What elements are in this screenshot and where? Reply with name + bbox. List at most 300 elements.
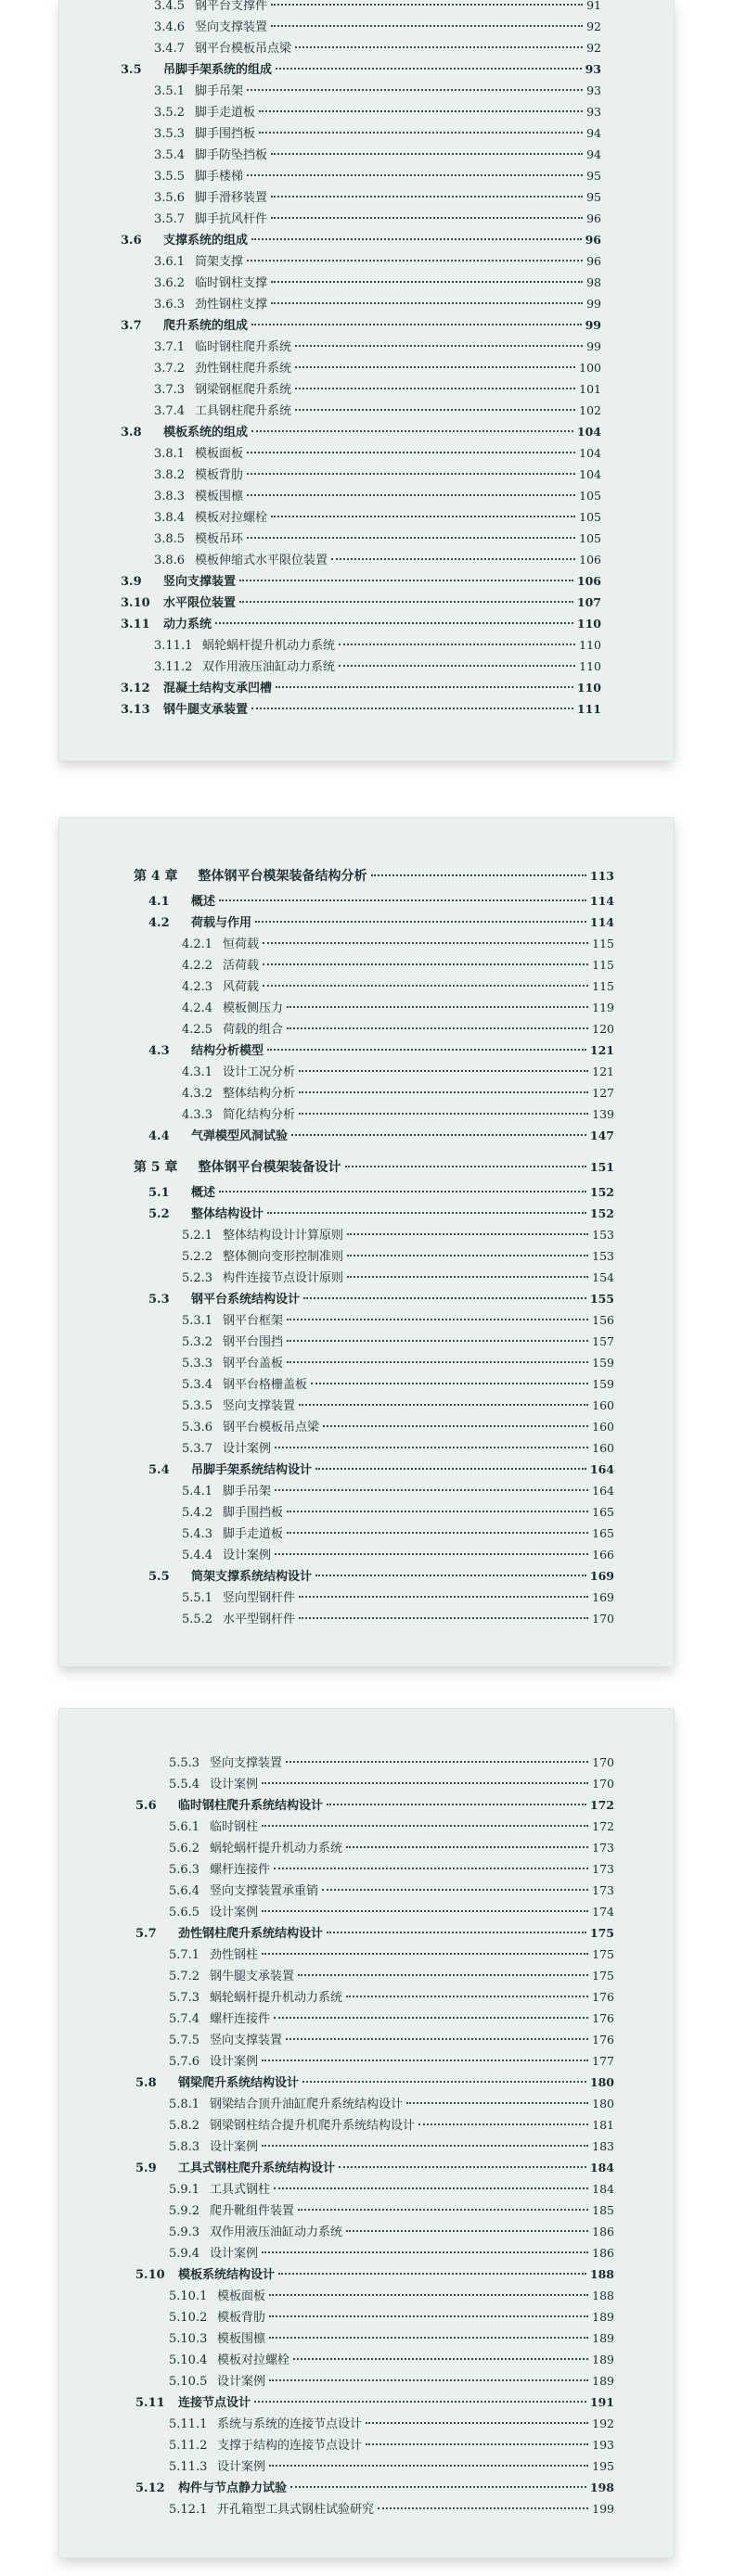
toc-page-3	[59, 1709, 674, 2557]
entry-title: 脚手吊架	[195, 84, 244, 98]
entry-page-number: 170	[592, 1777, 614, 1791]
entry-number: 3.5.5	[154, 170, 186, 184]
entry-number: 3.8.5	[154, 532, 186, 546]
entry-number: 3.8.2	[154, 468, 186, 482]
entry-number: 3.8.3	[154, 490, 186, 504]
entry-number: 4.2	[148, 916, 170, 930]
dot-leader	[271, 516, 575, 517]
entry-title: 钢平台支撑件	[195, 0, 268, 13]
toc-section-entry	[59, 2477, 674, 2498]
entry-page-number: 111	[576, 702, 601, 716]
toc-subsection-entry	[59, 2327, 674, 2349]
entry-number: 5.6.5	[169, 1906, 200, 1919]
toc-section-entry	[59, 2264, 674, 2285]
toc-section-entry	[59, 58, 674, 80]
entry-title: 钢平台模板吊点梁	[223, 1421, 320, 1435]
entry-page-number: 186	[592, 2225, 614, 2238]
entry-page-number: 98	[586, 275, 601, 289]
toc-subsection-entry	[59, 1018, 674, 1039]
entry-number: 5.7.1	[169, 1948, 200, 1962]
dot-leader	[263, 985, 588, 987]
dot-leader	[262, 1782, 588, 1784]
dot-leader	[239, 580, 573, 581]
toc-subsection-entry	[59, 2200, 674, 2221]
entry-number: 3.11.2	[154, 660, 193, 674]
entry-page-number: 114	[589, 915, 614, 929]
toc-section-entry	[59, 592, 674, 613]
entry-number: 5.10	[135, 2268, 165, 2282]
toc-subsection-entry	[59, 528, 674, 549]
dot-leader	[345, 1166, 586, 1167]
entry-title: 工具式钢柱爬升系统结构设计	[178, 2162, 336, 2175]
toc-subsection-entry	[59, 1773, 674, 1794]
entry-number: 3.5.4	[154, 148, 186, 162]
toc-section-entry	[59, 1181, 674, 1203]
entry-number: 3.7.2	[154, 362, 186, 376]
dot-leader	[371, 874, 586, 876]
entry-number: 5.6.4	[169, 1884, 200, 1898]
dot-leader	[278, 2273, 586, 2275]
entry-title: 钢牛腿支承装置	[210, 1970, 295, 1983]
entry-title: 系统与系统的连接节点设计	[217, 2417, 363, 2431]
entry-number: 3.7.1	[154, 340, 186, 354]
entry-number: 5.4.2	[182, 1506, 213, 1520]
entry-number: 3.5.6	[154, 191, 186, 205]
dot-leader	[299, 1617, 588, 1619]
entry-number: 5.3.6	[182, 1421, 213, 1435]
entry-number: 3.7.3	[154, 383, 186, 397]
entry-page-number: 121	[592, 1065, 614, 1078]
toc-section-entry	[59, 912, 674, 933]
entry-page-number: 184	[589, 2161, 614, 2174]
entry-title: 脚手围挡板	[223, 1506, 284, 1520]
entry-number: 5.6	[135, 1799, 157, 1813]
entry-title: 整体结构分析	[223, 1087, 296, 1101]
entry-title: 钢平台盖板	[223, 1357, 284, 1371]
entry-number: 5.7.3	[169, 1991, 200, 2005]
entry-page-number: 92	[586, 41, 601, 55]
dot-leader	[287, 1511, 588, 1512]
entry-number: 5.11.1	[169, 2417, 208, 2431]
toc-subsection-entry	[59, 954, 674, 976]
toc-subsection-entry	[59, 101, 674, 122]
entry-title: 爬升系统的组成	[163, 319, 249, 333]
entry-title: 风荷载	[223, 980, 260, 994]
dot-leader	[276, 68, 582, 70]
entry-title: 脚手楼梯	[195, 170, 244, 184]
entry-title: 钢平台围挡	[223, 1335, 284, 1349]
entry-page-number: 175	[592, 1969, 614, 1983]
dot-leader	[219, 1191, 586, 1192]
entry-number: 5.2.1	[182, 1229, 213, 1243]
entry-title: 劲性钢柱	[210, 1948, 259, 1962]
entry-title: 模板吊环	[195, 532, 244, 546]
entry-title: 钢梁结合顶升油缸爬升系统结构设计	[210, 2098, 404, 2111]
toc-subsection-entry	[59, 0, 674, 16]
entry-page-number: 107	[576, 595, 601, 609]
entry-number: 5.12.1	[169, 2503, 208, 2517]
dot-leader	[339, 2166, 586, 2168]
entry-number: 5.11.3	[169, 2460, 208, 2474]
entry-number: 3.9	[121, 575, 142, 589]
entry-page-number: 176	[592, 2033, 614, 2047]
entry-number: 5.5.1	[182, 1591, 213, 1605]
entry-title: 蜗轮蜗杆提升机动力系统	[210, 1842, 343, 1855]
entry-number: 4.2.5	[182, 1023, 213, 1037]
entry-number: 5.10.4	[169, 2353, 208, 2367]
dot-leader	[262, 1910, 588, 1912]
entry-title: 整体侧向变形控制准则	[223, 1250, 344, 1264]
dot-leader	[406, 2102, 588, 2104]
entry-page-number: 110	[579, 659, 601, 673]
entry-number: 3.6.3	[154, 298, 186, 312]
toc-section-entry	[59, 1922, 674, 1944]
dot-leader	[298, 2209, 588, 2211]
toc-subsection-entry	[59, 1309, 674, 1331]
entry-title: 设计案例	[223, 1549, 272, 1562]
entry-title: 爬升靴组件装置	[210, 2204, 295, 2218]
entry-page-number: 176	[592, 1990, 614, 2004]
toc-subsection-entry	[59, 1523, 674, 1544]
entry-page-number: 173	[592, 1862, 614, 1876]
entry-title: 构件连接节点设计原则	[223, 1271, 344, 1285]
entry-number: 第 4 章	[134, 869, 178, 884]
toc-section-entry	[59, 421, 674, 442]
entry-title: 概述	[191, 1186, 216, 1200]
entry-number: 5.3.1	[182, 1314, 213, 1328]
entry-page-number: 172	[592, 1819, 614, 1833]
toc-subsection-entry	[59, 442, 674, 464]
entry-page-number: 184	[592, 2182, 614, 2196]
toc-subsection-entry	[59, 1082, 674, 1103]
entry-number: 4.1	[148, 895, 170, 909]
toc-section-entry	[59, 677, 674, 698]
toc-subsection-entry	[59, 976, 674, 997]
dot-leader	[271, 281, 583, 283]
toc-subsection-entry	[59, 165, 674, 186]
dot-leader	[255, 921, 586, 923]
entry-page-number: 92	[586, 19, 601, 33]
entry-title: 临时钢柱	[210, 1820, 259, 1834]
entry-page-number: 99	[586, 297, 601, 311]
entry-page-number: 151	[589, 1160, 614, 1174]
toc-subsection-entry	[59, 997, 674, 1018]
dot-leader	[346, 1846, 588, 1848]
dot-leader	[299, 1091, 588, 1093]
dot-leader	[262, 2145, 588, 2147]
toc-chapter-entry	[59, 1154, 674, 1181]
entry-number: 5.6.3	[169, 1863, 200, 1877]
entry-title: 模板围檩	[195, 490, 244, 504]
dot-leader	[262, 1825, 588, 1827]
entry-number: 3.11.1	[154, 639, 193, 653]
entry-page-number: 175	[592, 1947, 614, 1961]
toc-subsection-entry	[59, 250, 674, 272]
toc-subsection-entry	[59, 336, 674, 357]
entry-number: 5.7.4	[169, 2012, 200, 2026]
dot-leader	[262, 1953, 588, 1955]
entry-number: 4.2.1	[182, 937, 213, 951]
entry-page-number: 192	[592, 2417, 614, 2430]
entry-page-number: 157	[592, 1334, 614, 1348]
toc-subsection-entry	[59, 656, 674, 677]
entry-number: 5.7.5	[169, 2034, 200, 2047]
toc-subsection-entry	[59, 1373, 674, 1395]
entry-title: 模板对拉螺栓	[217, 2353, 290, 2367]
dot-leader	[263, 942, 588, 944]
dot-leader	[287, 1340, 588, 1342]
entry-number: 5.2	[148, 1207, 170, 1221]
entry-page-number: 191	[589, 2395, 614, 2409]
entry-number: 5.2.3	[182, 1271, 213, 1285]
toc-subsection-entry	[59, 2136, 674, 2157]
dot-leader	[291, 1134, 586, 1136]
toc-subsection-entry	[59, 2221, 674, 2242]
entry-page-number: 120	[592, 1022, 614, 1036]
entry-page-number: 172	[589, 1798, 614, 1812]
toc-subsection-entry	[59, 1416, 674, 1437]
toc-subsection-entry	[59, 400, 674, 421]
dot-leader	[275, 1489, 588, 1491]
toc-list	[59, 0, 674, 720]
dot-leader	[327, 1804, 586, 1805]
entry-page-number: 159	[592, 1356, 614, 1370]
dot-leader	[269, 2465, 588, 2467]
toc-subsection-entry	[59, 2178, 674, 2200]
toc-section-entry	[59, 1288, 674, 1309]
dot-leader	[276, 686, 573, 688]
toc-subsection-entry	[59, 1816, 674, 1837]
toc-subsection-entry	[59, 293, 674, 314]
dot-leader	[271, 196, 583, 198]
dot-leader	[295, 409, 575, 411]
dot-leader	[287, 1361, 588, 1363]
toc-subsection-entry	[59, 1437, 674, 1459]
entry-page-number: 174	[592, 1905, 614, 1919]
toc-section-entry	[59, 1459, 674, 1480]
entry-number: 5.11	[135, 2396, 165, 2410]
entry-number: 3.7.4	[154, 404, 186, 418]
toc-subsection-entry	[59, 2413, 674, 2434]
toc-subsection-entry	[59, 1061, 674, 1082]
toc-section-entry	[59, 1203, 674, 1224]
entry-number: 3.4.5	[154, 0, 186, 13]
toc-subsection-entry	[59, 1752, 674, 1773]
entry-number: 3.5.1	[154, 84, 186, 98]
entry-page-number: 164	[592, 1484, 614, 1498]
toc-subsection-entry	[59, 485, 674, 506]
toc-subsection-entry	[59, 2434, 674, 2455]
entry-title: 脚手抗风杆件	[195, 212, 268, 226]
entry-title: 脚手滑移装置	[195, 191, 268, 205]
entry-page-number: 110	[579, 638, 601, 652]
entry-title: 钢平台模板吊点梁	[195, 42, 292, 56]
entry-page-number: 155	[589, 1292, 614, 1306]
entry-number: 3.8.4	[154, 511, 186, 525]
entry-number: 5.5	[148, 1570, 170, 1584]
entry-page-number: 104	[576, 425, 601, 439]
entry-page-number: 93	[585, 62, 601, 76]
entry-page-number: 165	[592, 1505, 614, 1519]
entry-page-number: 96	[586, 254, 601, 268]
entry-title: 设计案例	[210, 2140, 259, 2154]
dot-leader	[274, 2187, 588, 2189]
entry-title: 整体钢平台模架装备结构分析	[198, 869, 367, 884]
dot-leader	[251, 430, 573, 432]
dot-leader	[287, 1006, 588, 1008]
entry-title: 设计工况分析	[223, 1065, 296, 1079]
dot-leader	[274, 1868, 588, 1869]
entry-number: 5.10.5	[169, 2375, 208, 2389]
entry-number: 3.4.7	[154, 42, 186, 56]
entry-page-number: 183	[592, 2139, 614, 2153]
dot-leader	[247, 537, 575, 539]
entry-number: 5.4	[148, 1463, 170, 1477]
entry-number: 4.4	[148, 1129, 170, 1143]
entry-page-number: 188	[589, 2267, 614, 2281]
dot-leader	[347, 1233, 588, 1235]
dot-leader	[299, 1113, 588, 1115]
dot-leader	[298, 1974, 588, 1976]
entry-number: 4.3.2	[182, 1087, 213, 1101]
entry-number: 4.3.3	[182, 1108, 213, 1122]
dot-leader	[378, 2507, 588, 2509]
entry-page-number: 186	[592, 2246, 614, 2260]
dot-leader	[239, 601, 573, 603]
dot-leader	[267, 1049, 586, 1051]
entry-page-number: 164	[589, 1462, 614, 1476]
toc-section-entry	[59, 1794, 674, 1816]
dot-leader	[274, 2017, 588, 2019]
entry-page-number: 160	[592, 1398, 614, 1412]
dot-leader	[293, 2358, 588, 2360]
entry-page-number: 104	[579, 446, 601, 460]
toc-subsection-entry	[59, 2029, 674, 2050]
dot-leader	[295, 366, 575, 368]
toc-subsection-entry	[59, 1608, 674, 1629]
toc-subsection-entry	[59, 2498, 674, 2519]
entry-number: 5.10.1	[169, 2289, 208, 2303]
dot-leader	[271, 302, 583, 304]
dot-leader	[247, 260, 583, 261]
toc-subsection-entry	[59, 933, 674, 954]
entry-title: 模板侧压力	[223, 1001, 284, 1015]
entry-page-number: 139	[592, 1107, 614, 1121]
entry-number: 5.9	[135, 2162, 157, 2175]
entry-number: 5.6.2	[169, 1842, 200, 1855]
toc-subsection-entry	[59, 2008, 674, 2029]
entry-number: 3.8.6	[154, 554, 186, 567]
entry-page-number: 113	[589, 869, 614, 883]
toc-subsection-entry	[59, 464, 674, 485]
dot-leader	[262, 2251, 588, 2253]
dot-leader	[315, 1468, 586, 1470]
dot-leader	[366, 2443, 588, 2445]
entry-page-number: 106	[579, 553, 601, 567]
toc-subsection-entry	[59, 1944, 674, 1965]
entry-title: 钢梁钢框爬升系统	[195, 383, 292, 397]
entry-page-number: 156	[592, 1313, 614, 1327]
entry-number: 4.3.1	[182, 1065, 213, 1079]
dot-leader	[263, 963, 588, 965]
toc-subsection-entry	[59, 186, 674, 208]
entry-page-number: 176	[592, 2011, 614, 2025]
entry-title: 吊脚手架系统的组成	[163, 63, 273, 77]
entry-title: 气弹模型风洞试验	[191, 1129, 289, 1143]
toc-subsection-entry	[59, 2370, 674, 2391]
dot-leader	[287, 1319, 588, 1320]
dot-leader	[327, 1932, 586, 1933]
entry-title: 整体结构设计	[191, 1207, 264, 1221]
entry-title: 整体钢平台模架装备设计	[198, 1160, 341, 1175]
entry-title: 筒架支撑系统结构设计	[191, 1570, 313, 1584]
toc-subsection-entry	[59, 2349, 674, 2370]
entry-title: 设计案例	[223, 1442, 272, 1456]
entry-number: 5.4.4	[182, 1549, 213, 1562]
entry-title: 恒荷载	[223, 937, 260, 951]
dot-leader	[286, 1761, 588, 1763]
toc-subsection-entry	[59, 1544, 674, 1565]
entry-page-number: 99	[585, 318, 601, 332]
toc-list	[59, 1752, 674, 2519]
entry-title: 水平限位装置	[163, 596, 237, 610]
entry-number: 3.13	[121, 703, 150, 717]
entry-page-number: 180	[589, 2075, 614, 2089]
entry-title: 螺杆连接件	[210, 1863, 271, 1877]
toc-chapter-entry	[59, 862, 674, 890]
dot-leader	[262, 2060, 588, 2061]
entry-number: 5.9.3	[169, 2225, 200, 2239]
entry-number: 3.6.2	[154, 276, 186, 290]
entry-page-number: 169	[592, 1590, 614, 1604]
entry-number: 4.2.4	[182, 1001, 213, 1015]
entry-title: 开孔箱型工具式钢柱试验研究	[217, 2503, 375, 2517]
dot-leader	[290, 2486, 586, 2488]
entry-page-number: 99	[586, 339, 601, 353]
entry-title: 支撑于结构的连接节点设计	[217, 2439, 363, 2453]
toc-subsection-entry	[59, 1103, 674, 1125]
entry-page-number: 153	[592, 1228, 614, 1242]
dot-leader	[251, 324, 582, 325]
entry-page-number: 152	[589, 1185, 614, 1199]
entry-title: 竖向支撑装置	[163, 575, 237, 589]
entry-title: 设计案例	[210, 2247, 259, 2261]
toc-subsection-entry	[59, 16, 674, 37]
toc-subsection-entry	[59, 1331, 674, 1352]
toc-subsection-entry	[59, 2242, 674, 2264]
toc-subsection-entry	[59, 144, 674, 165]
toc-section-entry	[59, 1125, 674, 1146]
entry-number: 5.2.2	[182, 1250, 213, 1264]
toc-subsection-entry	[59, 1480, 674, 1501]
entry-page-number: 166	[592, 1548, 614, 1562]
entry-number: 5.10.2	[169, 2311, 208, 2325]
toc-subsection-entry	[59, 378, 674, 400]
entry-title: 劲性钢柱爬升系统	[195, 362, 292, 376]
dot-leader	[322, 1889, 588, 1891]
entry-title: 支撑系统的组成	[163, 234, 249, 248]
dot-leader	[287, 1027, 588, 1029]
dot-leader	[215, 622, 573, 624]
dot-leader	[346, 2230, 588, 2232]
entry-page-number: 110	[576, 617, 601, 631]
entry-title: 竖向支撑装置承重销	[210, 1884, 319, 1898]
entry-title: 混凝土结构支承凹槽	[163, 682, 273, 695]
entry-title: 设计案例	[210, 2055, 259, 2069]
entry-title: 模板伸缩式水平限位装置	[195, 554, 328, 567]
entry-title: 设计案例	[210, 1906, 259, 1919]
dot-leader	[366, 2422, 588, 2424]
